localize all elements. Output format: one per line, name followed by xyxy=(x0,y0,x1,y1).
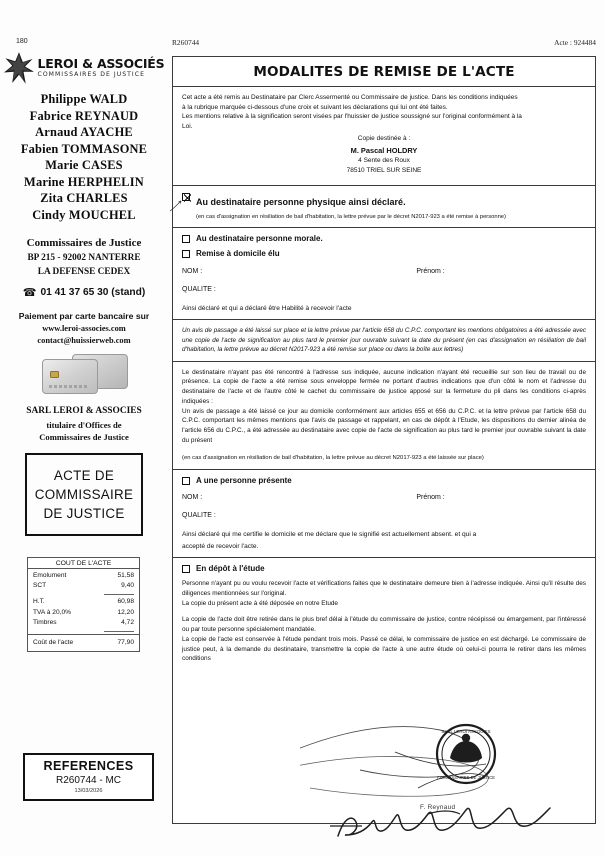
cost-row xyxy=(33,608,134,619)
recipient-city: 78510 TRIEL SUR SEINE xyxy=(346,167,422,175)
section-personne-morale xyxy=(173,227,595,319)
phone-number: 01 41 37 65 30 (stand) xyxy=(40,286,146,298)
role-title: Commissaires de Justice xyxy=(26,237,142,249)
cost-total-label: Coût de l'acte xyxy=(33,638,74,646)
checkbox-label: Remise à domicile élu xyxy=(196,249,280,258)
partner-name: Arnaud AYACHE xyxy=(35,125,133,139)
cost-row xyxy=(33,571,134,582)
copy-to-label: Copie destinée à : xyxy=(357,135,411,143)
section-main-legal-block xyxy=(173,361,595,469)
partner-list xyxy=(0,91,168,223)
partner-name: Zita CHARLES xyxy=(40,191,128,205)
cost-total-row xyxy=(33,637,134,648)
cost-row xyxy=(33,581,134,592)
letterhead-sidebar xyxy=(0,52,168,536)
recipient-name: M. Pascal HOLDRY xyxy=(350,145,418,155)
form-title: MODALITES DE REMISE DE L'ACTE xyxy=(173,57,595,87)
handwritten-arrow-icon xyxy=(169,200,183,212)
label-prenom[interactable]: Prénom : xyxy=(416,267,445,275)
acte-type-box: ACTE DE COMMISSAIRE DE JUSTICE xyxy=(25,453,143,536)
italic-notice: Un avis de passage a été laissé sur place et la lettre prévue par l'article 658 du C.P.C. comportant les mentions obligatoires a été adressée avec une copie de l'acte de signification au plus tard le premier jour ouvrable suivant la date du présent (en cas d'assignation en résiliation de bail d'habitation, la lettre prévue au décret N2017-923 a été remise sur place ou dans la boîte aux lettres) xyxy=(182,327,586,354)
header-acte-number: Acte : 924484 xyxy=(554,38,596,47)
presente-declaration-line-1: Ainsi déclaré qui me certifie le domicile et me déclare que le signifié est actuellement absent. et qui a xyxy=(182,531,477,539)
label-nom[interactable]: NOM : xyxy=(182,267,203,275)
page-number: 180 xyxy=(16,38,28,45)
cost-value: 51,58 xyxy=(117,571,134,579)
cost-value: 4,72 xyxy=(121,619,134,627)
cost-divider xyxy=(104,594,134,595)
partner-name: Fabien TOMMASONE xyxy=(20,141,148,156)
field-row-qualite xyxy=(182,286,586,293)
cost-value: 9,40 xyxy=(121,582,134,590)
references-date: 13/03/2026 xyxy=(74,788,103,794)
credit-cards-icon xyxy=(36,354,132,394)
cost-label: Emolument xyxy=(33,571,67,579)
signature-printed-name: F. Reynaud xyxy=(420,804,456,811)
cost-table-title: COUT DE L'ACTE xyxy=(28,558,139,569)
section-personne-presente xyxy=(173,469,595,558)
cost-table xyxy=(27,557,140,652)
intro-line: à la rubrique marquée ci-dessous d'une croix et suivant les déclarations qui lui ont été faites. xyxy=(182,103,448,111)
intro-line: Cet acte a été remis au Destinataire par Clerc Assermenté ou Commissaire de justice. Dans les conditions indiquées xyxy=(182,94,518,101)
partner-name: Marie CASES xyxy=(45,158,123,172)
payment-block xyxy=(0,310,168,394)
checkbox-row-domicile-elu[interactable] xyxy=(182,249,586,260)
form-frame xyxy=(172,56,596,824)
phone-icon: ☎ xyxy=(22,286,37,299)
checkbox-label: Au destinataire personne physique ainsi déclaré. xyxy=(196,197,406,208)
legal-paragraph-2: Un avis de passage a été laissé ce jour au domicile conformément aux articles 655 et 656 du C.P.C. et la lettre prévue par l'article 658 du C.P.C. comportant les mêmes mentions que l'avis de passage et rappelant, en cas de dépôt à l'Etude, les dispositions du dernier alinéa de l'article 656 du C.P.C., a été adressée au destinataire avec copie de l'acte de signification au plus tard le premier jour ouvrable suivant la date du présent xyxy=(182,407,586,444)
cost-value: 12,20 xyxy=(117,608,134,616)
address-line-1: BP 215 - 92002 NANTERRE xyxy=(27,252,141,263)
cost-label: H.T. xyxy=(33,597,45,605)
partner-name: Marine HERPHELIN xyxy=(24,174,144,189)
references-title: REFERENCES xyxy=(43,759,134,773)
checkbox-personne-presente[interactable] xyxy=(182,477,190,485)
svg-text:SARL LEROI ASSOCIES: SARL LEROI ASSOCIES xyxy=(441,729,491,734)
header-reference: R260744 xyxy=(172,38,200,47)
checkbox-row-personne-physique[interactable] xyxy=(182,192,586,221)
cost-label: SCT xyxy=(33,582,47,590)
recipient-street: 4 Sente des Roux xyxy=(358,156,410,164)
depot-paragraph-2: La copie du présent acte à été déposée en notre Etude xyxy=(182,599,338,607)
sarl-line-3: Commissaires de Justice xyxy=(39,432,129,443)
email-link[interactable]: contact@huissierweb.com xyxy=(37,336,131,346)
firm-address-block xyxy=(0,236,168,299)
firm-logo xyxy=(0,52,168,84)
partner-name: Cindy MOUCHEL xyxy=(32,207,136,222)
checkbox-personne-physique[interactable] xyxy=(182,193,190,201)
checkbox-depot-etude[interactable] xyxy=(182,565,190,573)
depot-paragraph-1: Personne n'ayant pu ou voulu recevoir l'acte et vérifications faites que le destinataire demeure bien à l'adresse indiquée. Ainsi qu'il résulte des diligences mentionnées sur l'original. xyxy=(182,580,586,597)
field-row-nom-prenom xyxy=(182,268,586,275)
partner-name: Fabrice REYNAUD xyxy=(29,108,139,123)
identity-fields xyxy=(182,268,586,293)
checkbox-personne-morale[interactable] xyxy=(182,235,190,243)
checkbox-domicile-elu[interactable] xyxy=(182,250,190,258)
sarl-name: SARL LEROI & ASSOCIES xyxy=(26,405,142,416)
form-header xyxy=(172,38,596,47)
checkbox-label: A une personne présente xyxy=(196,475,292,485)
field-row-qualite xyxy=(182,512,586,519)
checkbox-row-personne-presente[interactable] xyxy=(182,476,586,487)
label-qualite[interactable]: QUALITE : xyxy=(182,512,216,520)
depot-paragraph-4: La copie de l'acte est conservée à l'étude pendant trois mois. Passé ce délai, le commissaire de justice en est déchargé. Le commissaire de justice peut, à la demande du destinataire, transmettre la copie de l'acte à une autre étude où celui-ci pourra le retirer dans les mêmes conditions xyxy=(182,635,586,663)
references-box xyxy=(23,753,154,801)
cost-row xyxy=(33,597,134,608)
recipient-address-block xyxy=(182,134,586,180)
legal-paragraph-1: Le destinataire n'ayant pas été rencontré à l'adresse sus indiquée, aucune indication n'ayant été recueillie sur son lieu de travail ou de présence. La copie de l'acte a été remise sous enveloppe fermée ne portant d'autres indications que d'un côté le nom et l'adresse du destinataire de l'acte et de l'autre côté le cachet du commissaire de justice apposé sur la fermeture du pli dans les conditions ci-après indiquées : xyxy=(182,368,586,405)
checkbox-row-personne-morale[interactable] xyxy=(182,234,586,245)
phone-row xyxy=(0,286,168,299)
section-personne-physique xyxy=(173,185,595,227)
cost-label: TVA à 20,0% xyxy=(33,608,71,616)
firm-name: LEROI & ASSOCIÉS xyxy=(37,56,165,72)
intro-line: Loi. xyxy=(182,122,193,130)
checkbox-label: Au destinataire personne morale. xyxy=(196,234,323,244)
depot-text xyxy=(182,579,586,664)
star-burst-logo-icon xyxy=(4,52,34,84)
address-line-2: LA DEFENSE CEDEX xyxy=(37,266,131,277)
intro-line: Les mentions relative à la signification seront visées par l'huissier de justice soussigné sur l'original conformément à la xyxy=(182,113,522,121)
section-avis-de-passage-italic xyxy=(173,319,595,360)
label-nom[interactable]: NOM : xyxy=(182,494,203,502)
label-prenom[interactable]: Prénom : xyxy=(416,494,445,502)
field-row-nom-prenom xyxy=(182,494,586,501)
label-qualite[interactable]: QUALITE : xyxy=(182,285,216,293)
checkbox-row-depot-etude[interactable] xyxy=(182,564,586,575)
svg-text:COMMISSAIRES DE JUSTICE: COMMISSAIRES DE JUSTICE xyxy=(436,775,496,780)
section-depot-etude xyxy=(173,557,595,670)
references-value: R260744 - MC xyxy=(55,775,122,786)
cost-row xyxy=(33,618,134,629)
cost-label: Timbres xyxy=(33,619,57,627)
sarl-block xyxy=(0,405,168,444)
declared-line: Ainsi déclaré et qui a déclaré être Habilité à recevoir l'acte xyxy=(182,304,352,312)
firm-subtitle: COMMISSAIRES DE JUSTICE xyxy=(37,70,145,78)
intro-paragraph xyxy=(173,87,595,185)
cost-total-value: 77,90 xyxy=(117,638,134,646)
identity-fields-presente xyxy=(182,494,586,519)
legal-note: (en cas d'assignation en résiliation de bail d'habitation, la lettre prévue au décret N2017-923 a été laissée sur place) xyxy=(182,454,484,461)
depot-paragraph-3: La copie de l'acte doit être retirée dans le plus bref délai à l'étude du commissaire de justice, contre récépissé ou émargement, par l'intéressé ou par toute personne spécialement mandatée. xyxy=(182,616,586,634)
payment-title: Paiement par carte bancaire sur xyxy=(18,310,150,321)
partner-name: Philippe WALD xyxy=(40,92,128,106)
cost-divider xyxy=(104,631,134,632)
checkbox-note: (en cas d'assignation en résiliation de bail d'habitation, la lettre prévue par le décret N2017-923 a été remise à personne) xyxy=(196,214,506,221)
cost-value: 60,98 xyxy=(117,597,134,605)
cost-total-divider xyxy=(28,634,139,635)
checkbox-label: En dépôt à l'étude xyxy=(196,564,265,574)
website-link[interactable]: www.leroi-associes.com xyxy=(42,323,126,333)
sarl-line-2: titulaire d'Offices de xyxy=(46,419,122,430)
presente-declaration-line-2: accepté de recevoir l'acte. xyxy=(182,542,259,550)
